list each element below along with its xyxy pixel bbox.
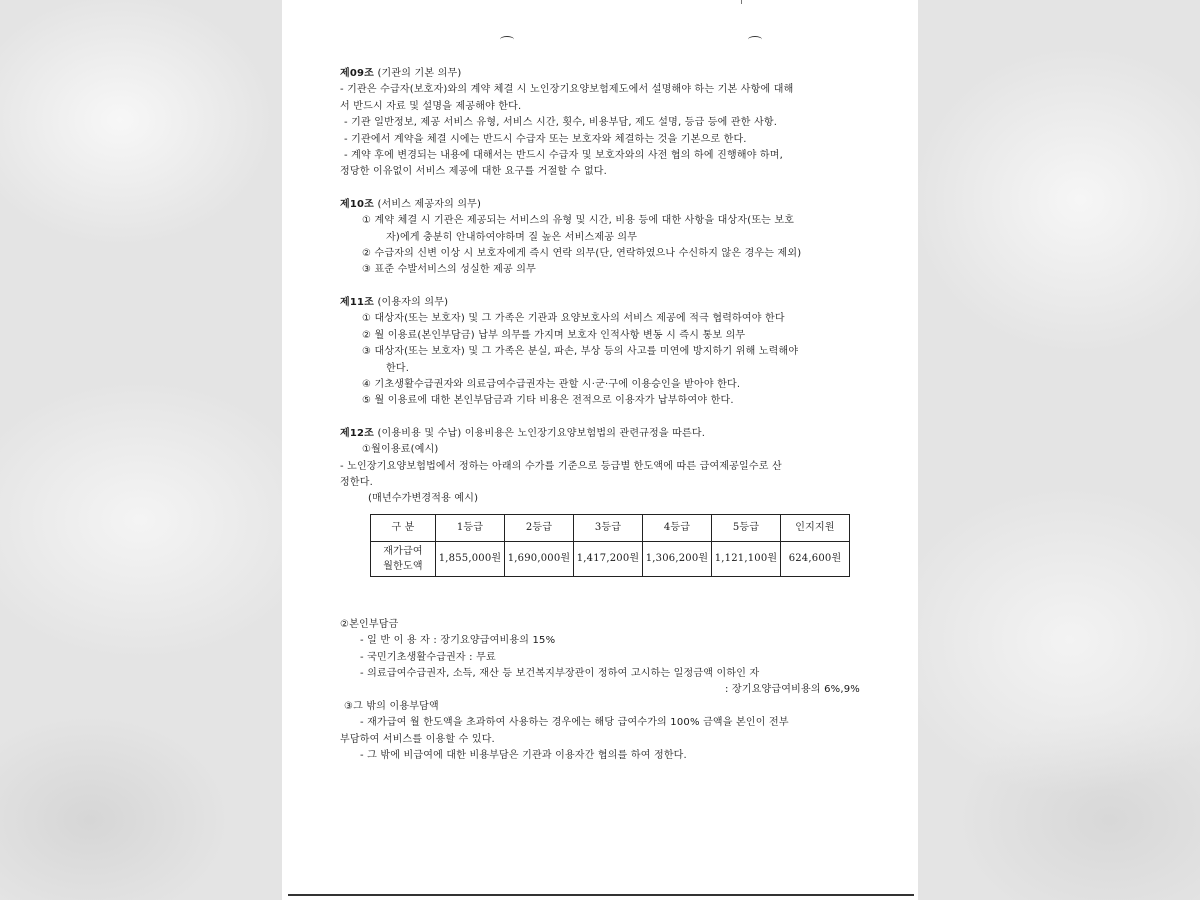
table-header-cell: 구 분 [371, 514, 436, 541]
copay-item: - 국민기초생활수급권자 : 무료 [360, 651, 496, 663]
table-header-cell: 5등급 [712, 514, 781, 541]
table-header-cell: 3등급 [574, 514, 643, 541]
other-charges-line: - 그 밖에 비급여에 대한 비용부담은 기관과 이용자간 협의를 하여 정한다. [360, 750, 687, 761]
copay-item: - 일 반 이 용 자 : 장기요양급여비용의 15% [360, 635, 556, 647]
article-10-title: 제10조 (서비스 제공자의 의무) [340, 198, 482, 210]
article-11-item: ② 월 이용료(본인부담금) 납부 의무를 가지며 보호자 인적사항 변동 시 즉시 통보 의무 [362, 329, 746, 341]
other-charges-heading: ③그 밖의 이용부담액 [344, 700, 439, 712]
monthly-fee-heading: ①월이용료(예시) [362, 444, 439, 456]
monthly-fee-line: 정한다. [340, 476, 373, 488]
monthly-fee-line: - 노인장기요양보험법에서 정하는 아래의 수가를 기준으로 등급별 한도액에 따른 급여제공일수로 산 [340, 460, 782, 472]
article-11-item: ③ 대상자(또는 보호자) 및 그 가족은 분실, 파손, 부상 등의 사고를 미연에 방지하기 위해 노력해야 [362, 346, 799, 358]
table-row-label: 재가급여 월한도액 [371, 541, 436, 576]
article-9-line: 서 반드시 자료 및 설명을 제공해야 한다. [340, 100, 522, 112]
table-cell: 1,690,000원 [505, 541, 574, 576]
other-charges-line: 부담하여 서비스를 이용할 수 있다. [340, 733, 495, 745]
article-10-item: ③ 표준 수발서비스의 성실한 제공 의무 [362, 264, 536, 276]
table-header-cell: 2등급 [505, 514, 574, 541]
article-11-item: ① 대상자(또는 보호자) 및 그 가족은 기관과 요양보호사의 서비스 제공에 적극 협력하여야 한다 [362, 313, 785, 325]
article-11-item: ⑤ 월 이용료에 대한 본인부담금과 기타 비용은 전적으로 이용자가 납부하여야 한다. [362, 395, 734, 407]
fee-table-header-row [371, 514, 850, 541]
article-10-item: ① 계약 체결 시 기관은 제공되는 서비스의 유형 및 시간, 비용 등에 대한 사항을 대상자(또는 보호 [362, 215, 795, 227]
copay-note: : 장기요양급여비용의 6%,9% [725, 684, 860, 696]
table-header-cell: 인지지원 [781, 514, 850, 541]
table-cell: 1,417,200원 [574, 541, 643, 576]
fee-table-row [371, 541, 850, 576]
article-9-line: - 기관은 수급자(보호자)와의 계약 체결 시 노인장기요양보험제도에서 설명해야 하는 기본 사항에 대해 [340, 84, 794, 96]
article-9-line: - 계약 후에 변경되는 내용에 대해서는 반드시 수급자 및 보호자와의 사전 협의 하에 진행해야 하며, [344, 150, 784, 162]
article-11-title: 제11조 (이용자의 의무) [340, 296, 449, 308]
fee-table-note: (매년수가변경적용 예시) [368, 493, 479, 505]
table-header-cell: 1등급 [436, 514, 505, 541]
copay-item: - 의료급여수급권자, 소득, 재산 등 보건복지부장관이 정하여 고시하는 일정금액 이하인 자 [360, 667, 760, 679]
article-10-item: 자)에게 충분히 안내하여야하며 질 높은 서비스제공 의무 [386, 231, 638, 243]
article-9-line: - 기관에서 계약을 체결 시에는 반드시 수급자 또는 보호자와 체결하는 것을 기본으로 한다. [344, 133, 747, 145]
article-10-item: ② 수급자의 신변 이상 시 보호자에게 즉시 연락 의무(단, 연락하였으나 수신하지 않은 경우는 제외) [362, 248, 802, 260]
binding-mark-left [500, 36, 514, 43]
article-11-item: ④ 기초생활수급권자와 의료급여수급권자는 관할 시·군·구에 이용승인을 받아야 한다. [362, 378, 741, 390]
table-cell: 1,121,100원 [712, 541, 781, 576]
page-tick-mark [741, 0, 742, 4]
article-12-title: 제12조 (이용비용 및 수납) 이용비용은 노인장기요양보험법의 관련규정을 따른다. [340, 427, 706, 439]
page-bottom-rule [288, 894, 914, 896]
table-cell: 1,306,200원 [643, 541, 712, 576]
article-9-title: 제09조 (기관의 기본 의무) [340, 68, 462, 79]
copay-heading: ②본인부담금 [340, 618, 399, 630]
article-9-line: - 기관 일반정보, 제공 서비스 유형, 서비스 시간, 횟수, 비용부담, 제도 설명, 등급 등에 관한 사항. [344, 117, 778, 129]
article-9-line: 정당한 이유없이 서비스 제공에 대한 요구를 거절할 수 없다. [340, 166, 608, 178]
article-11-item: 한다. [386, 362, 410, 374]
document-body [340, 66, 868, 764]
other-charges-line: - 재가급여 월 한도액을 초과하여 사용하는 경우에는 해당 급여수가의 100% 금액을 본인이 전부 [360, 717, 789, 729]
fee-table-wrap [370, 514, 868, 577]
fee-table [370, 514, 850, 577]
binding-mark-right [748, 36, 762, 43]
table-cell: 1,855,000원 [436, 541, 505, 576]
table-header-cell: 4등급 [643, 514, 712, 541]
table-cell: 624,600원 [781, 541, 850, 576]
